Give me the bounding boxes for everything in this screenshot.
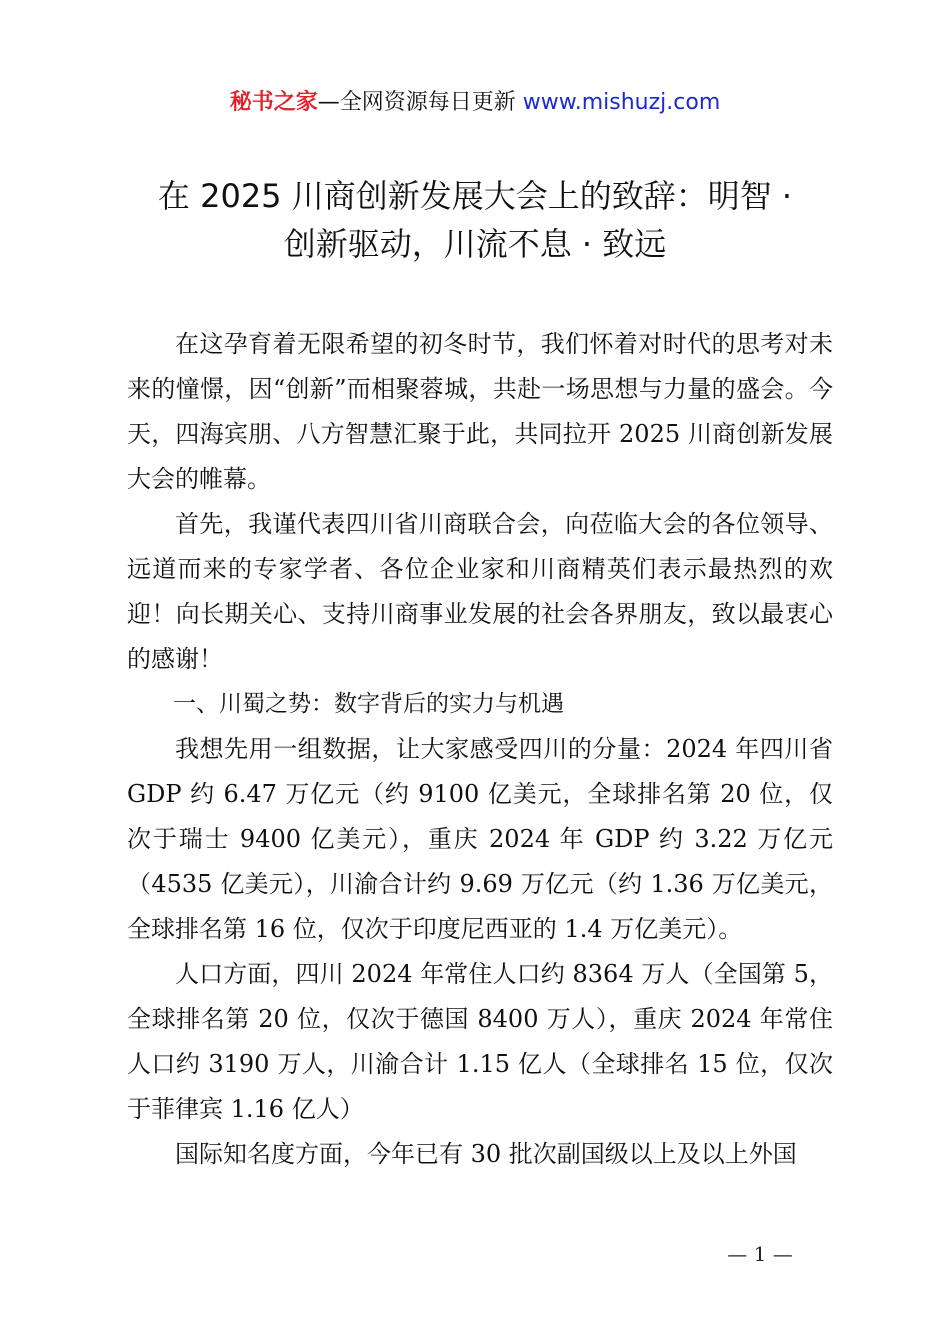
site-header [0, 88, 950, 118]
paragraph-reputation: 国际知名度方面，今年已有 30 批次副国级以上及以上外国 [175, 1140, 797, 1168]
paragraph-population: 人口方面，四川 2024 年常住人口约 8364 万人（全国第 5，全球排名第 20 位，仅次于德国 8400 万人），重庆 2024 年常住人口约 3190 万人，川渝合计 1.15 亿人（全球排名 15 位，仅次于菲律宾 1.16 亿人） [127, 960, 833, 1123]
website-link[interactable]: www.mishuzj.com [522, 90, 721, 115]
header-separator: — [317, 90, 340, 115]
document-title [100, 172, 850, 268]
title-line-1: 在 2025 川商创新发展大会上的致辞：明智 · [157, 177, 793, 215]
paragraph-welcome: 首先，我谨代表四川省川商联合会，向莅临大会的各位领导、远道而来的专家学者、各位企业家和川商精英们表示最热烈的欢迎！向长期关心、支持川商事业发展的社会各界朋友，致以最衷心的感谢！ [127, 510, 833, 673]
section-heading: 一、川蜀之势：数字背后的实力与机遇 [173, 691, 564, 717]
paragraph-intro: 在这孕育着无限希望的初冬时节，我们怀着对时代的思考对未来的憧憬，因“创新”而相聚蓉城，共赴一场思想与力量的盛会。今天，四海宾朋、八方智慧汇聚于此，共同拉开 2025 川商创新发展大会的帷幕。 [127, 330, 833, 493]
page-number: — 1 — [727, 1242, 793, 1266]
document-body [127, 322, 833, 1177]
brand-name: 秘书之家 [229, 90, 318, 115]
paragraph-gdp: 我想先用一组数据，让大家感受四川的分量：2024 年四川省 GDP 约 6.47 万亿元（约 9100 亿美元，全球排名第 20 位，仅次于瑞士 9400 亿美元），重庆 2024 年 GDP 约 3.22 万亿元（4535 亿美元），川渝合计约 9.69 万亿元（约 1.36 万亿美元，全球排名第 16 位，仅次于印度尼西亚的 1.4 万亿美元）。 [127, 735, 833, 943]
title-line-2: 创新驱动，川流不息 · 致远 [283, 225, 667, 263]
header-tagline: 全网资源每日更新 [339, 90, 516, 115]
